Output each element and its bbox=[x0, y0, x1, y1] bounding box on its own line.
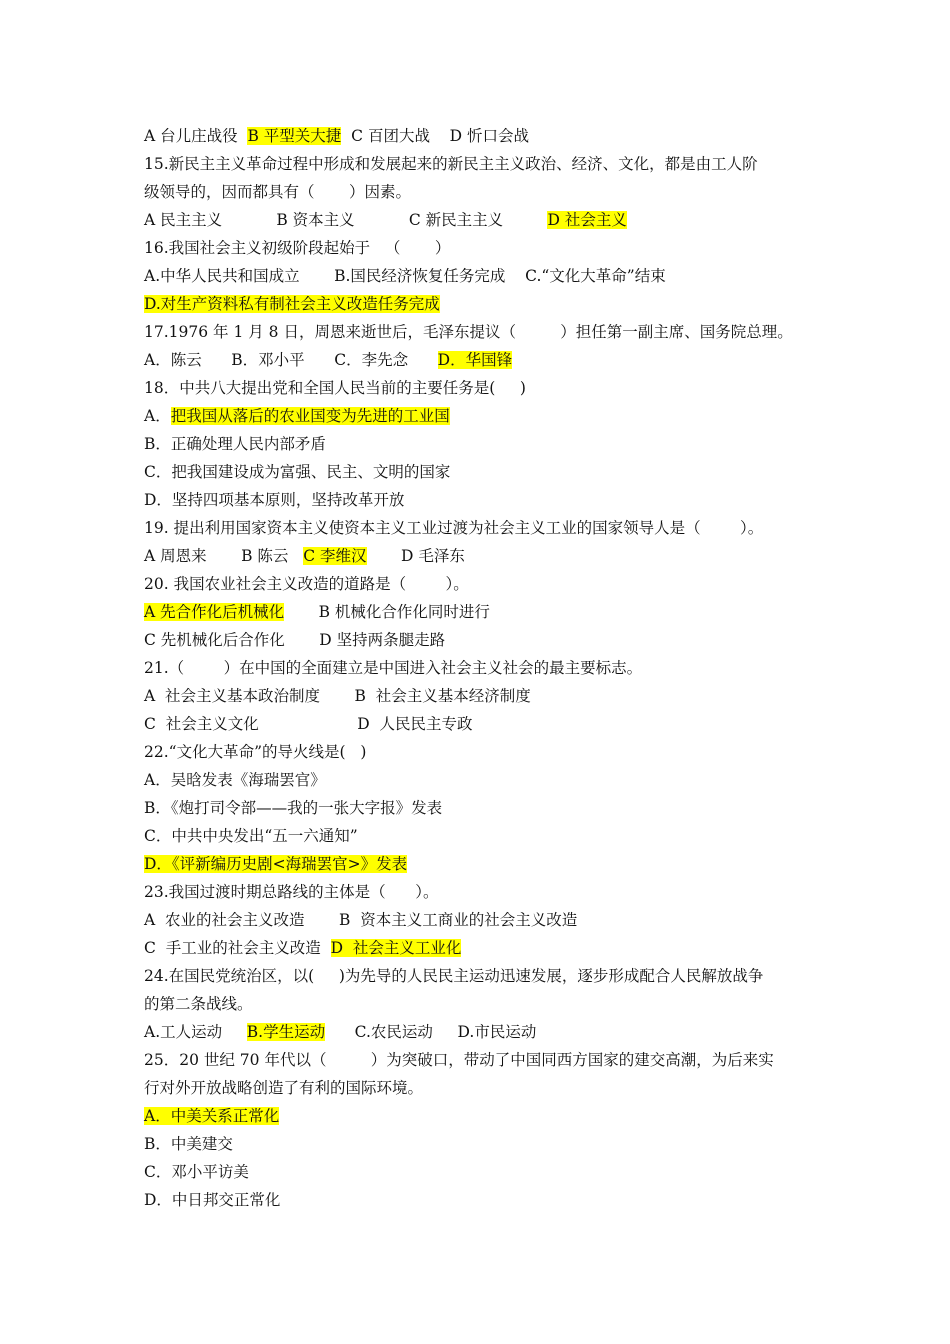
highlighted-answer: A 先合作化后机械化 bbox=[144, 603, 285, 621]
question-text-line: 19. 提出利用国家资本主义使资本主义工业过渡为社会主义工业的国家领导人是（ ）。 bbox=[144, 519, 764, 537]
option-text: D 毛泽东 bbox=[366, 547, 465, 565]
question-text-line: 的第二条战线。 bbox=[144, 995, 253, 1013]
answer-options-line bbox=[144, 290, 814, 318]
question-text-line: 20. 我国农业社会主义改造的道路是（ ）。 bbox=[144, 575, 469, 593]
option-text: A．陈云 B．邓小平 C．李先念 bbox=[144, 351, 438, 369]
option-text: A 周恩来 B 陈云 bbox=[144, 547, 304, 565]
question-text-line: A.中华人民共和国成立 B.国民经济恢复任务完成 C.“文化大革命”结束 bbox=[144, 267, 666, 285]
highlighted-answer: 把我国从落后的农业国变为先进的工业国 bbox=[170, 407, 450, 425]
question-text-line: C．邓小平访美 bbox=[144, 1163, 249, 1181]
question-text-line: 行对外开放战略创造了有利的国际环境。 bbox=[144, 1079, 424, 1097]
question-text-line: 16.我国社会主义初级阶段起始于 （ ） bbox=[144, 239, 451, 257]
option-text: C 百团大战 D 忻口会战 bbox=[341, 127, 530, 145]
question-text-line: B．《炮打司令部——我的一张大字报》发表 bbox=[144, 799, 443, 817]
highlighted-answer: B 平型关大捷 bbox=[247, 127, 342, 145]
answer-options-line bbox=[144, 542, 814, 570]
highlighted-answer: D.对生产资料私有制社会主义改造任务完成 bbox=[144, 295, 440, 313]
answer-options-line bbox=[144, 206, 814, 234]
option-text: A.工人运动 bbox=[144, 1023, 247, 1041]
answer-options-line bbox=[144, 122, 814, 150]
question-text-line: 24.在国民党统治区，以( )为先导的人民民主运动迅速发展，逐步形成配合人民解放战争 bbox=[144, 967, 764, 985]
highlighted-answer: A．中美关系正常化 bbox=[144, 1107, 280, 1125]
question-text-line: 25．20 世纪 70 年代以（ ）为突破口，带动了中国同西方国家的建交高潮，为后来实 bbox=[144, 1051, 774, 1069]
question-text-line: 级领导的，因而都具有（ ）因素。 bbox=[144, 183, 411, 201]
answer-options-line bbox=[144, 1102, 814, 1130]
option-text: B 机械化合作化同时进行 bbox=[284, 603, 490, 621]
question-text-line: C．中共中央发出“五一六通知” bbox=[144, 827, 358, 845]
highlighted-answer: D 社会主义工业化 bbox=[330, 939, 462, 957]
option-text: C 手工业的社会主义改造 bbox=[144, 939, 331, 957]
question-text-line: A 社会主义基本政治制度 B 社会主义基本经济制度 bbox=[144, 687, 531, 705]
question-text-line: 17.1976 年 1 月 8 日，周恩来逝世后，毛泽东提议（ ）担任第一副主席、国务院总理。 bbox=[144, 323, 793, 341]
question-text-line: 22.“文化大革命”的导火线是( ) bbox=[144, 743, 367, 761]
answer-options-line bbox=[144, 1018, 814, 1046]
question-text-line: D．坚持四项基本原则，坚持改革开放 bbox=[144, 491, 405, 509]
highlighted-answer: D．华国锋 bbox=[437, 351, 513, 369]
option-text: A． bbox=[144, 407, 171, 425]
answer-options-line bbox=[144, 850, 814, 878]
answer-options-line bbox=[144, 346, 814, 374]
document-page bbox=[144, 122, 814, 1214]
question-text-line: 23.我国过渡时期总路线的主体是（ ）。 bbox=[144, 883, 439, 901]
answer-options-line bbox=[144, 402, 814, 430]
question-text-line: A．吴晗发表《海瑞罢官》 bbox=[144, 771, 326, 789]
question-text-line: C．把我国建设成为富强、民主、文明的国家 bbox=[144, 463, 451, 481]
highlighted-answer: C 李维汉 bbox=[303, 547, 367, 565]
question-text-line: D．中日邦交正常化 bbox=[144, 1191, 281, 1209]
option-text: A 民主主义 B 资本主义 C 新民主主义 bbox=[144, 211, 548, 229]
highlighted-answer: D．《评新编历史剧<海瑞罢官>》发表 bbox=[144, 855, 408, 873]
question-text-line: 15.新民主主义革命过程中形成和发展起来的新民主主义政治、经济、文化，都是由工人阶 bbox=[144, 155, 758, 173]
question-text-line: 18．中共八大提出党和全国人民当前的主要任务是( ) bbox=[144, 379, 526, 397]
highlighted-answer: B.学生运动 bbox=[246, 1023, 326, 1041]
option-text: C.农民运动 D.市民运动 bbox=[325, 1023, 537, 1041]
answer-options-line bbox=[144, 934, 814, 962]
question-text-line: A 农业的社会主义改造 B 资本主义工商业的社会主义改造 bbox=[144, 911, 578, 929]
answer-options-line bbox=[144, 598, 814, 626]
question-text-line: B．正确处理人民内部矛盾 bbox=[144, 435, 326, 453]
option-text: A 台儿庄战役 bbox=[144, 127, 248, 145]
question-text-line: C 先机械化后合作化 D 坚持两条腿走路 bbox=[144, 631, 446, 649]
question-text-line: C 社会主义文化 D 人民民主专政 bbox=[144, 715, 473, 733]
question-text-line: B．中美建交 bbox=[144, 1135, 233, 1153]
question-text-line: 21.（ ）在中国的全面建立是中国进入社会主义社会的最主要标志。 bbox=[144, 659, 643, 677]
highlighted-answer: D 社会主义 bbox=[547, 211, 627, 229]
